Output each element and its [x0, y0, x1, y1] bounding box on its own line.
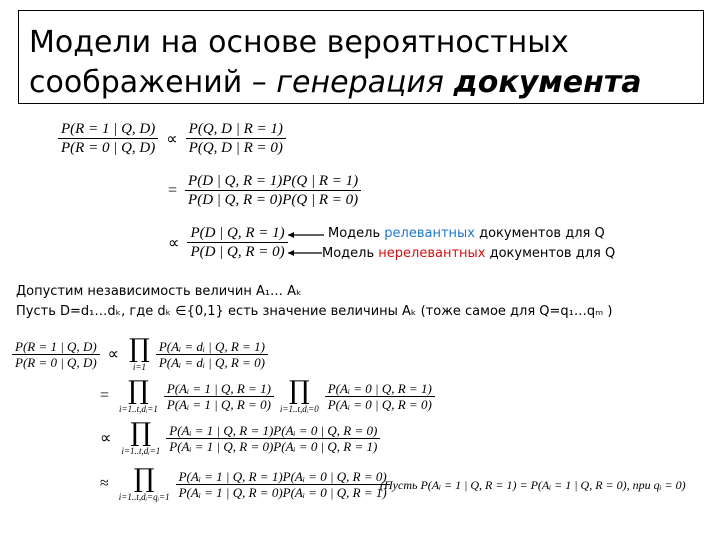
equals-sign: =: [100, 387, 110, 404]
fraction: [58, 120, 158, 157]
numerator: P(Aᵢ = 1 | Q, R = 1): [164, 381, 274, 397]
title-line-2: [29, 63, 693, 103]
denominator: P(D | Q, R = 0): [190, 244, 285, 260]
proportional-sign: ∝: [100, 430, 112, 447]
product-symbol: ∏: [130, 418, 152, 448]
product-symbol: ∏: [288, 376, 310, 406]
title-line-1: Модели на основе вероятностных: [29, 25, 569, 60]
numerator: P(Q, D | R = 1): [186, 120, 286, 139]
slide-title: [18, 10, 704, 104]
fraction: [186, 120, 286, 157]
relevant-word: релевантных: [384, 226, 475, 241]
numerator: P(R = 1 | Q, D): [12, 339, 100, 355]
denominator: P(Q, D | R = 0): [188, 140, 283, 156]
numerator: P(D | Q, R = 1): [187, 224, 287, 243]
fraction: [164, 381, 274, 412]
annotation-pre: Модель: [328, 226, 385, 241]
formula-line-4: [12, 336, 268, 372]
assumption-note: (Пусть P(Aᵢ = 1 | Q, R = 1) = P(Aᵢ = 1 | Q, R = 0), при qᵢ = 0): [380, 478, 686, 492]
proportional-sign: ∝: [168, 234, 180, 252]
formula-line-3: [164, 224, 288, 261]
product-operator: [129, 336, 150, 372]
fraction: [156, 339, 268, 370]
fraction: [325, 381, 435, 412]
equals-sign: =: [168, 181, 178, 199]
annotation-post: документов для Q: [485, 246, 616, 261]
product-index: i=1..t,dᵢ=0: [279, 404, 319, 414]
fraction: [187, 224, 287, 261]
numerator: P(D | Q, R = 1)P(Q | R = 1): [185, 172, 361, 191]
denominator: P(R = 0 | Q, D): [61, 140, 156, 156]
product-operator: [119, 466, 170, 502]
fraction: [176, 469, 390, 500]
annotation-nonrelevant: [322, 246, 615, 261]
numerator: P(Aᵢ = 1 | Q, R = 1)P(Aᵢ = 0 | Q, R = 0): [166, 423, 380, 439]
formula-line-1: [58, 120, 286, 157]
assumption-text: Допустим независимость величин A₁… Aₖ: [16, 284, 302, 299]
fraction: [166, 423, 380, 454]
fraction: [12, 339, 100, 370]
product-index: i=1..t,dᵢ=1: [119, 404, 158, 414]
approx-sign: ≈: [100, 475, 109, 492]
product-operator: [121, 420, 160, 456]
product-operator: [280, 378, 319, 414]
numerator: P(R = 1 | Q, D): [58, 120, 158, 139]
product-index: i=1..t,dᵢ=1: [121, 446, 161, 456]
title-bold: документа: [453, 65, 642, 100]
definition-text: Пусть D=d₁…dₖ, где dₖ ∈{0,1} есть значение величины Aₖ (тоже самое для Q=q₁…qₘ ): [16, 304, 613, 319]
formula-line-7: [96, 466, 390, 502]
fraction: [185, 172, 361, 209]
numerator: P(Aᵢ = dᵢ | Q, R = 1): [156, 339, 268, 355]
formula-line-6: [96, 420, 380, 456]
proportional-sign: ∝: [107, 346, 120, 363]
annotation-post: документов для Q: [474, 226, 605, 241]
denominator: P(Aᵢ = 0 | Q, R = 0): [327, 396, 432, 412]
denominator: P(Aᵢ = 1 | Q, R = 0)P(Aᵢ = 0 | Q, R = 1): [178, 484, 387, 500]
product-symbol: ∏: [133, 464, 155, 494]
denominator: P(R = 0 | Q, D): [15, 354, 97, 370]
denominator: P(Aᵢ = 1 | Q, R = 0)P(Aᵢ = 0 | Q, R = 1): [169, 438, 378, 454]
formula-line-5: [96, 378, 435, 414]
nonrelevant-word: нерелевантных: [378, 246, 486, 261]
denominator: P(D | Q, R = 0)P(Q | R = 0): [188, 192, 359, 208]
proportional-sign: ∝: [166, 130, 178, 148]
product-index: i=1: [132, 362, 146, 372]
product-symbol: ∏: [128, 376, 149, 406]
title-plain: соображений –: [29, 65, 277, 100]
numerator: P(Aᵢ = 0 | Q, R = 1): [325, 381, 435, 397]
annotation-pre: Модель: [322, 246, 379, 261]
product-index: i=1..t,dᵢ=qᵢ=1: [118, 492, 170, 502]
denominator: P(Aᵢ = 1 | Q, R = 0): [166, 396, 271, 412]
denominator: P(Aᵢ = dᵢ | Q, R = 0): [158, 354, 265, 370]
formula-line-2: [164, 172, 361, 209]
numerator: P(Aᵢ = 1 | Q, R = 1)P(Aᵢ = 0 | Q, R = 0): [176, 469, 390, 485]
annotation-relevant: [328, 226, 605, 241]
product-operator: [119, 378, 158, 414]
title-italic: генерация: [276, 65, 454, 100]
product-symbol: ∏: [129, 334, 150, 364]
